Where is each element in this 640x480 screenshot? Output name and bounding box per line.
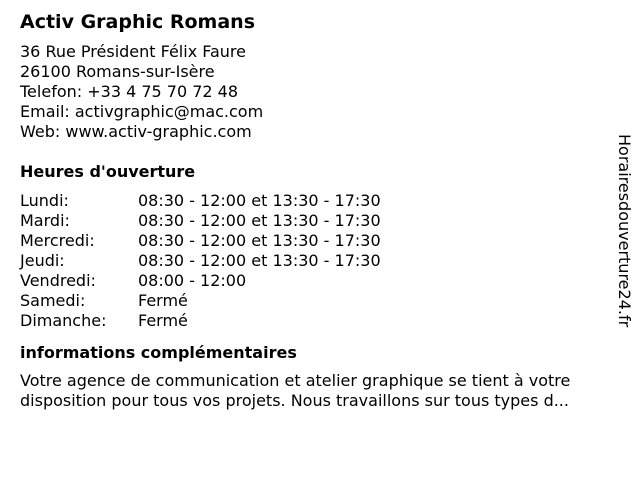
hours-row-wednesday	[20, 231, 620, 251]
time-value: Fermé	[138, 311, 188, 330]
business-name: Activ Graphic Romans	[20, 11, 256, 33]
website: Web: www.activ-graphic.com	[20, 122, 252, 141]
day-label: Jeudi:	[20, 251, 65, 270]
day-label: Lundi:	[20, 191, 69, 210]
time-value: 08:00 - 12:00	[138, 271, 247, 290]
hours-row-friday	[20, 271, 620, 291]
time-value: Fermé	[138, 291, 188, 310]
contact-block	[20, 42, 620, 142]
day-label: Mercredi:	[20, 231, 95, 250]
day-label: Dimanche:	[20, 311, 107, 330]
time-value: 08:30 - 12:00 et 13:30 - 17:30	[138, 191, 381, 210]
hours-heading: Heures d'ouverture	[20, 162, 196, 181]
hours-row-saturday	[20, 291, 620, 311]
day-label: Samedi:	[20, 291, 86, 310]
day-label: Mardi:	[20, 211, 70, 230]
hours-row-thursday	[20, 251, 620, 271]
hours-table	[20, 191, 620, 331]
site-watermark	[612, 134, 638, 374]
day-label: Vendredi:	[20, 271, 96, 290]
hours-row-tuesday	[20, 211, 620, 231]
business-card	[20, 10, 620, 411]
time-value: 08:30 - 12:00 et 13:30 - 17:30	[138, 211, 381, 230]
email-address: Email: activgraphic@mac.com	[20, 102, 264, 121]
site-watermark-text: Horairesdouverture24.fr	[615, 134, 634, 328]
time-value: 08:30 - 12:00 et 13:30 - 17:30	[138, 231, 381, 250]
info-heading: informations complémentaires	[20, 343, 297, 362]
hours-row-monday	[20, 191, 620, 211]
time-value: 08:30 - 12:00 et 13:30 - 17:30	[138, 251, 381, 270]
city-address: 26100 Romans-sur-Isère	[20, 62, 215, 81]
street-address: 36 Rue Président Félix Faure	[20, 42, 246, 61]
description-line-1: Votre agence de communication et atelier graphique se tient à votre	[20, 371, 571, 390]
phone-number: Telefon: +33 4 75 70 72 48	[20, 82, 239, 101]
description-line-2: disposition pour tous vos projets. Nous travaillons sur tous types d...	[20, 391, 569, 410]
hours-row-sunday	[20, 311, 620, 331]
